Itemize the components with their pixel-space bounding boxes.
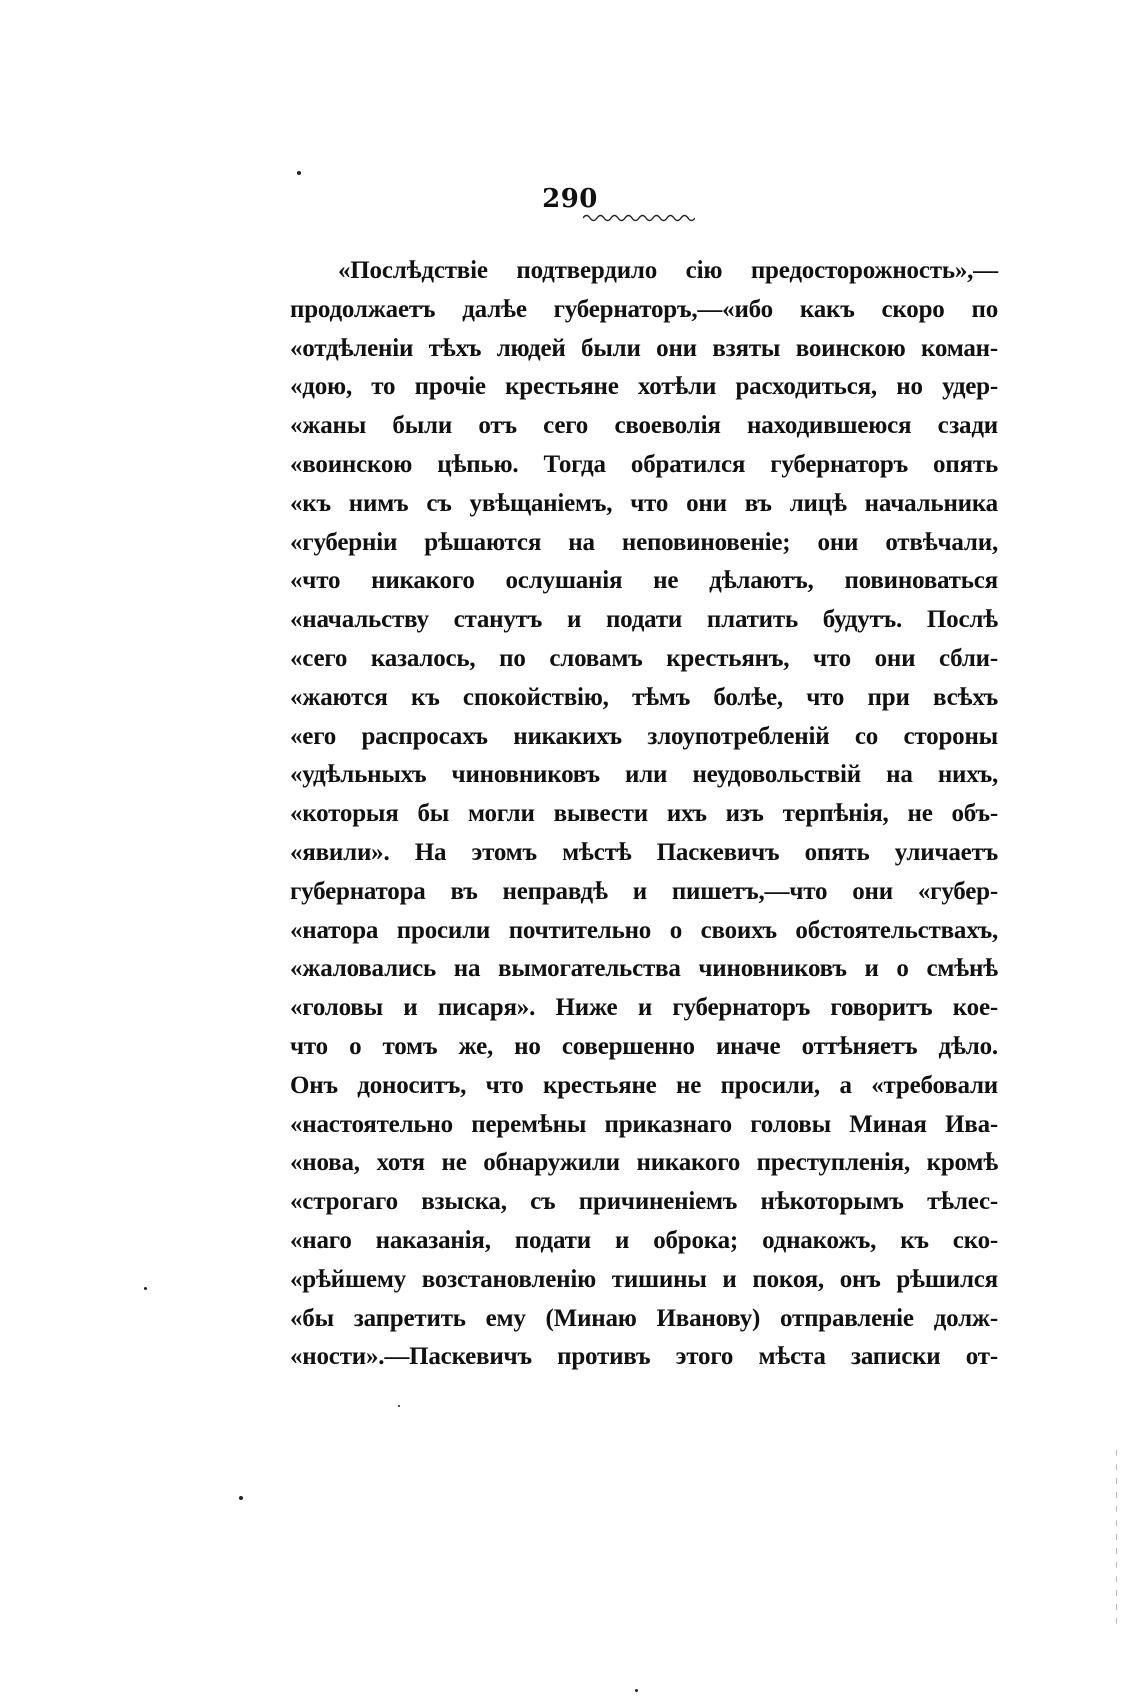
page-number: 290 (542, 184, 598, 214)
text-line: «сего казалось, по словамъ крестьянъ, что они сбли- (290, 644, 998, 672)
text-line: «жаются къ спокойствію, тѣмъ болѣе, что при всѣхъ (290, 683, 998, 711)
scan-speck (635, 1689, 638, 1692)
text-line: «наго наказанія, подати и оброка; однакожъ, къ ско- (290, 1226, 998, 1254)
text-line: «бы запретить ему (Минаю Иванову) отправленіе долж- (290, 1304, 998, 1332)
text-line: «нова, хотя не обнаружили никакого преступленія, кромѣ (290, 1149, 998, 1177)
text-line: «воинскою цѣпью. Тогда обратился губернаторъ опять (290, 450, 998, 478)
text-line: «рѣйшему возстановленію тишины и покоя, онъ рѣшился (290, 1265, 998, 1293)
text-line: «къ нимъ съ увѣщаніемъ, что они въ лицѣ начальника (290, 489, 998, 517)
scan-speck (239, 1496, 243, 1500)
text-line: «удѣльныхъ чиновниковъ или неудовольствій на нихъ, (290, 761, 998, 789)
body-text (290, 252, 998, 1377)
text-line: Онъ доноситъ, что крестьяне не просили, а «требовали (290, 1071, 998, 1099)
scan-speck (398, 1405, 400, 1407)
text-line: что о томъ же, но совершенно иначе оттѣняетъ дѣло. (290, 1032, 998, 1060)
scan-speck (297, 171, 301, 175)
text-line: «жаловались на вымогательства чиновниковъ и о смѣнѣ (290, 955, 998, 983)
text-line: «головы и писаря». Ниже и губернаторъ говоритъ кое- (290, 994, 998, 1022)
scan-speck (144, 1287, 147, 1290)
text-line: «явили». На этомъ мѣстѣ Паскевичъ опять уличаетъ (290, 838, 998, 866)
text-line: «его распросахъ никакихъ злоупотребленій со стороны (290, 722, 998, 750)
text-line: «настоятельно перемѣны приказнаго головы Миная Ива- (290, 1110, 998, 1138)
scan-edge-mark (1116, 1450, 1117, 1625)
text-line: «начальству станутъ и подати платить будутъ. Послѣ (290, 606, 998, 634)
text-line: губернатора въ неправдѣ и пишетъ,—что они «губер- (290, 877, 998, 905)
text-line: «жаны были отъ сего своеволія находившеюся сзади (290, 412, 998, 440)
text-line: продолжаетъ далѣе губернаторъ,—«ибо какъ скоро по (290, 295, 998, 323)
text-line: «отдѣленіи тѣхъ людей были они взяты воинскою коман- (290, 334, 998, 362)
text-line: «Послѣдствіе подтвердило сію предосторожность»,— (338, 257, 998, 284)
text-line: «ности».—Паскевичъ противъ этого мѣста записки от- (290, 1343, 998, 1371)
text-line: «дою, то прочіе крестьяне хотѣли расходиться, но удер- (290, 373, 998, 401)
wavy-rule-ornament (583, 212, 695, 222)
text-line: «натора просили почтительно о своихъ обстоятельствахъ, (290, 916, 998, 944)
text-line: «губерніи рѣшаются на неповиновеніе; они отвѣчали, (290, 528, 998, 556)
text-line: «что никакого ослушанія не дѣлаютъ, повиноваться (290, 567, 998, 595)
text-line: «строгаго взыска, съ причиненіемъ нѣкоторымъ тѣлес- (290, 1188, 998, 1216)
text-line: «которыя бы могли вывести ихъ изъ терпѣнія, не объ- (290, 800, 998, 828)
